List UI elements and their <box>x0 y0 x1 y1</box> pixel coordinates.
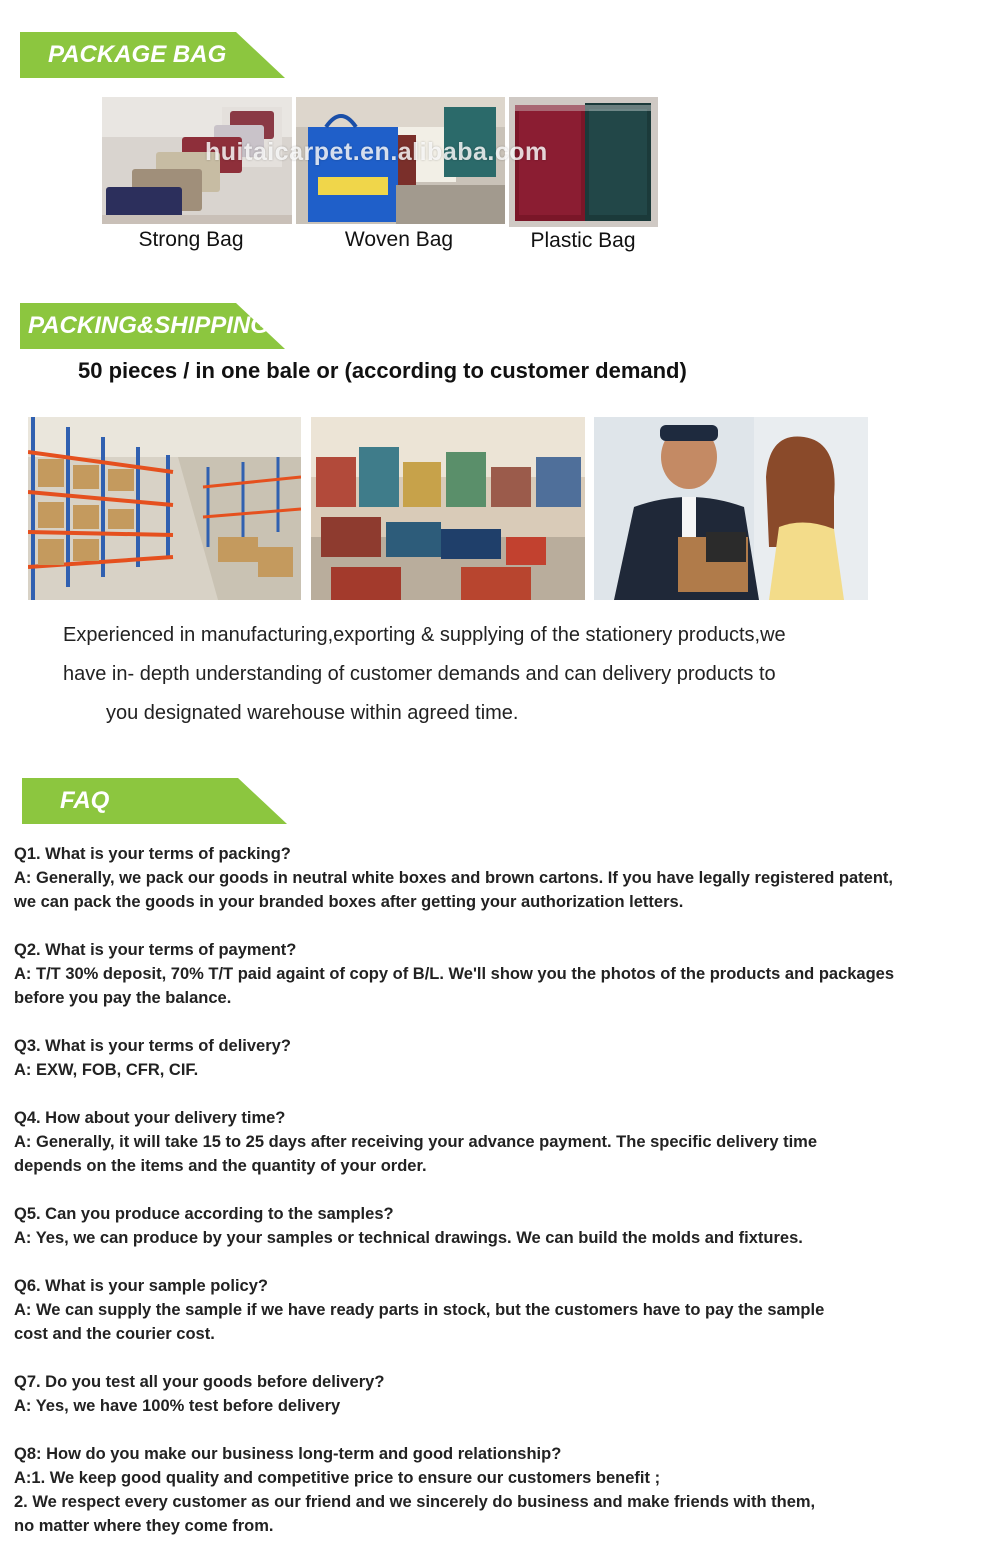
faq-question: Q8: How do you make our business long-term and good relationship? <box>14 1445 562 1463</box>
faq-answer-line: A: Generally, it will take 15 to 25 days after receiving your advance payment. The specific delivery time <box>14 1133 818 1151</box>
faq-answer-line: no matter where they come from. <box>14 1517 274 1535</box>
faq-answer-line: A: Yes, we can produce by your samples or technical drawings. We can build the molds and fixtures. <box>14 1229 803 1247</box>
faq-item <box>14 1274 989 1346</box>
plastic-bag-caption: Plastic Bag <box>530 229 636 252</box>
faq-question: Q4. How about your delivery time? <box>14 1109 286 1127</box>
faq-answer-line: A: EXW, FOB, CFR, CIF. <box>14 1061 199 1079</box>
delivery-photo <box>594 417 868 600</box>
warehouse-photo <box>28 417 301 600</box>
faq-item <box>14 1370 989 1418</box>
section-title: PACKAGE BAG <box>48 41 227 68</box>
watermark-text: huitaicarpet.en.alibaba.com <box>205 138 548 166</box>
description-line-1: Experienced in manufacturing,exporting & supplying of the stationery products,we <box>63 624 786 646</box>
faq-question: Q2. What is your terms of payment? <box>14 941 297 959</box>
faq-answer-line: A: Generally, we pack our goods in neutral white boxes and brown cartons. If you have legally registered patent, <box>14 869 893 887</box>
faq-question: Q6. What is your sample policy? <box>14 1277 268 1295</box>
faq-item <box>14 1106 989 1178</box>
faq-item <box>14 1034 989 1082</box>
faq-item <box>14 938 989 1010</box>
faq-answer-line: cost and the courier cost. <box>14 1325 215 1343</box>
faq-answer-line: we can pack the goods in your branded boxes after getting your authorization letters. <box>14 893 684 911</box>
packing-note: 50 pieces / in one bale or (according to customer demand) <box>78 358 687 383</box>
faq-question: Q3. What is your terms of delivery? <box>14 1037 291 1055</box>
faq-answer-line: 2. We respect every customer as our friend and we sincerely do business and make friends with them, <box>14 1493 816 1511</box>
faq-answer-line: A: T/T 30% deposit, 70% T/T paid againt of copy of B/L. We'll show you the photos of the products and packages <box>14 965 895 983</box>
faq-list <box>14 842 989 1562</box>
strong-bag-caption: Strong Bag <box>138 228 244 251</box>
faq-item <box>14 1442 989 1538</box>
woven-bag-caption: Woven Bag <box>344 228 454 251</box>
faq-answer-line: A: Yes, we have 100% test before delivery <box>14 1397 341 1415</box>
faq-answer-line: A:1. We keep good quality and competitive price to ensure our customers benefit ; <box>14 1469 661 1487</box>
faq-item <box>14 1202 989 1250</box>
section-title: FAQ <box>60 787 110 814</box>
faq-answer-line: before you pay the balance. <box>14 989 232 1007</box>
container-port-photo <box>311 417 585 600</box>
description-line-3: you designated warehouse within agreed time. <box>106 702 519 724</box>
section-title: PACKING&SHIPPING <box>28 312 269 339</box>
faq-answer-line: depends on the items and the quantity of your order. <box>14 1157 427 1175</box>
faq-question: Q7. Do you test all your goods before delivery? <box>14 1373 385 1391</box>
faq-answer-line: A: We can supply the sample if we have ready parts in stock, but the customers have to pay the sample <box>14 1301 825 1319</box>
faq-item <box>14 842 989 914</box>
faq-question: Q1. What is your terms of packing? <box>14 845 291 863</box>
description-line-2: have in- depth understanding of customer demands and can delivery products to <box>63 663 776 685</box>
faq-question: Q5. Can you produce according to the samples? <box>14 1205 394 1223</box>
